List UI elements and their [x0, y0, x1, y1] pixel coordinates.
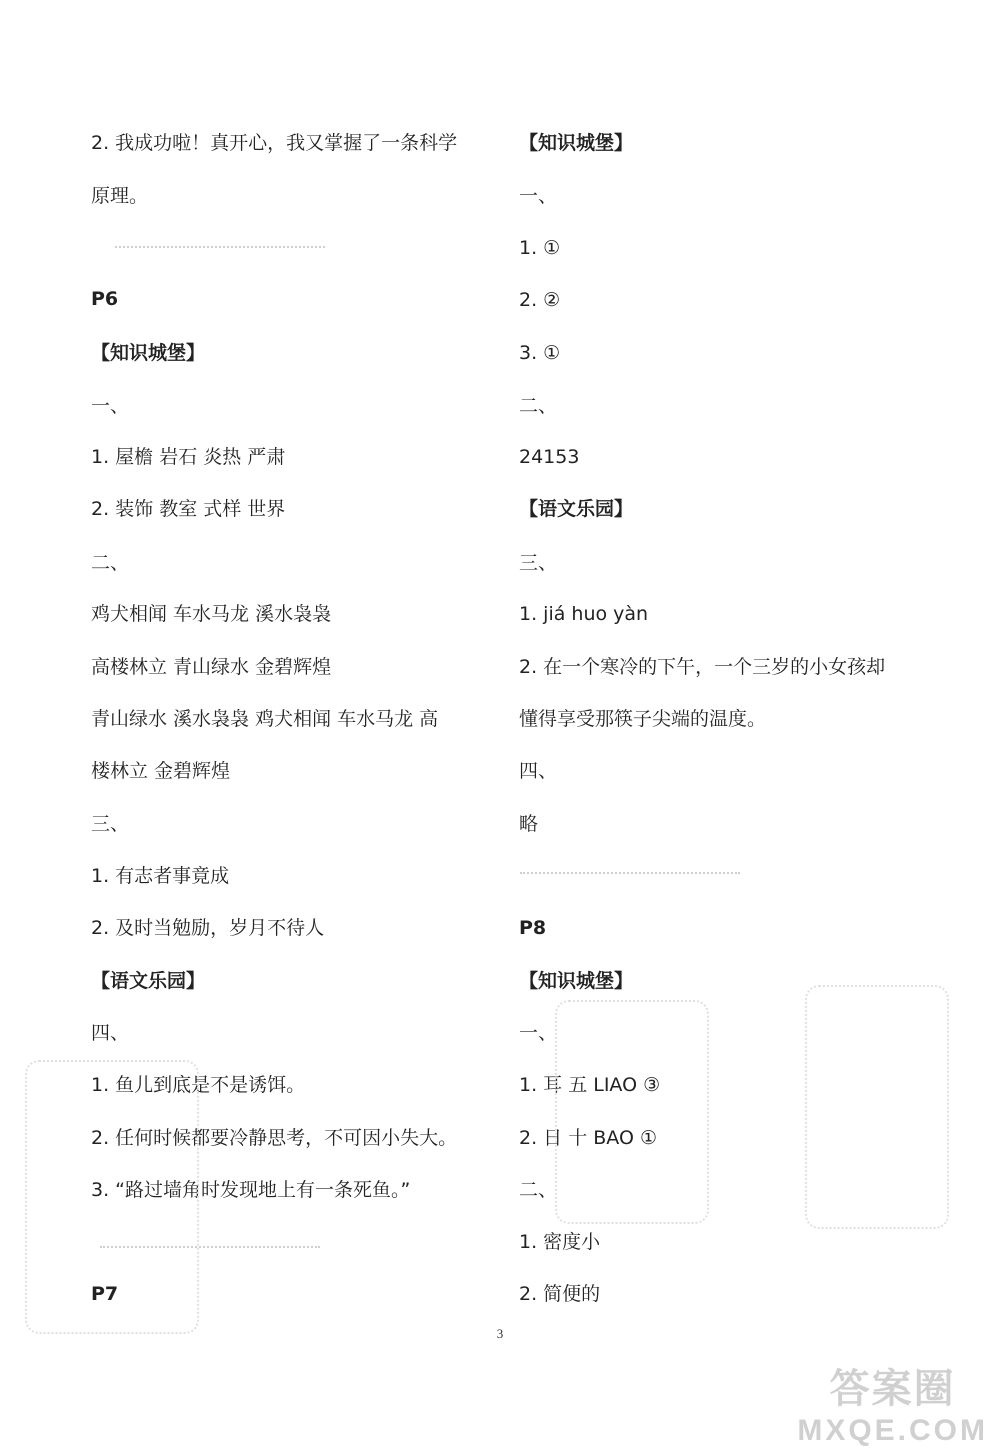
section-heading: 【语文乐园】 — [519, 498, 634, 520]
answer-line: 略 — [519, 813, 539, 835]
question-number: 四、 — [91, 1022, 130, 1044]
question-number: 二、 — [519, 1179, 558, 1201]
answer-line: 1. jiá huo yàn — [519, 603, 649, 625]
answer-line: 2. 日 十 BAO ① — [519, 1127, 657, 1149]
answer-line: 1. 有志者事竟成 — [91, 865, 230, 887]
site-watermark — [797, 1357, 988, 1448]
answer-line: 1. 屋檐 岩石 炎热 严肃 — [91, 446, 286, 468]
answer-line: 3. “路过墙角时发现地上有一条死鱼。” — [91, 1179, 411, 1201]
page-number: 3 — [496, 1326, 504, 1341]
answer-line: 1. ① — [519, 237, 561, 259]
answer-line: 青山绿水 溪水袅袅 鸡犬相闻 车水马龙 高 — [91, 708, 439, 730]
answer-line: 2. 简便的 — [519, 1283, 601, 1305]
answer-line: 鸡犬相闻 车水马龙 溪水袅袅 — [91, 603, 332, 625]
answer-line: 2. 任何时候都要冷静思考，不可因小失大。 — [91, 1127, 458, 1149]
section-heading: 【知识城堡】 — [519, 132, 634, 154]
answer-line: 原理。 — [91, 185, 149, 207]
answer-line: 2. ② — [519, 289, 561, 311]
answer-line: 懂得享受那筷子尖端的温度。 — [519, 708, 767, 730]
page-heading: P7 — [91, 1283, 119, 1305]
answer-line: 1. 耳 五 LIAO ③ — [519, 1074, 661, 1096]
watermark-url: MXQE.COM — [797, 1414, 988, 1447]
scan-noise — [520, 866, 740, 874]
watermark-outline — [25, 1060, 199, 1334]
answer-line: 24153 — [519, 446, 580, 468]
page-heading: P6 — [91, 288, 119, 310]
watermark-outline — [555, 1000, 709, 1224]
question-number: 一、 — [519, 185, 558, 207]
answer-line: 2. 在一个寒冷的下午，一个三岁的小女孩却 — [519, 656, 886, 678]
answer-line: 1. 密度小 — [519, 1231, 601, 1253]
scan-noise — [115, 240, 325, 248]
section-heading: 【知识城堡】 — [91, 342, 206, 364]
section-heading: 【知识城堡】 — [519, 970, 634, 992]
question-number: 二、 — [519, 395, 558, 417]
question-number: 一、 — [91, 395, 130, 417]
answer-line: 3. ① — [519, 342, 561, 364]
question-number: 四、 — [519, 760, 558, 782]
answer-line: 1. 鱼儿到底是不是诱饵。 — [91, 1074, 306, 1096]
watermark-outline — [805, 985, 949, 1229]
question-number: 三、 — [91, 813, 130, 835]
answer-line: 2. 及时当勉励，岁月不待人 — [91, 917, 325, 939]
answer-line: 2. 装饰 教室 式样 世界 — [91, 498, 286, 520]
section-heading: 【语文乐园】 — [91, 970, 206, 992]
answer-line: 2. 我成功啦！真开心，我又掌握了一条科学 — [91, 132, 458, 154]
answer-line: 高楼林立 青山绿水 金碧辉煌 — [91, 656, 332, 678]
watermark-logo: 答案圈 — [829, 1366, 956, 1412]
answer-line: 楼林立 金碧辉煌 — [91, 760, 231, 782]
page-heading: P8 — [519, 917, 547, 939]
question-number: 一、 — [519, 1022, 558, 1044]
question-number: 三、 — [519, 552, 558, 574]
question-number: 二、 — [91, 552, 130, 574]
